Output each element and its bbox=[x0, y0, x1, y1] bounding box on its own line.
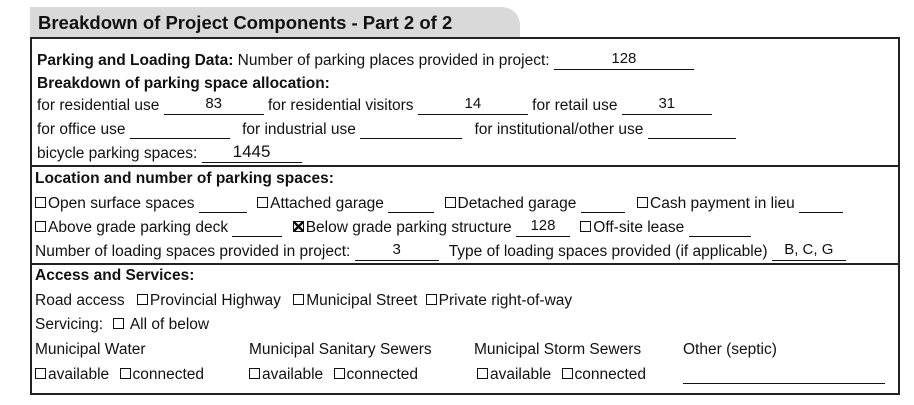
parking-total-value: 128 bbox=[611, 50, 637, 67]
sanitary-connected-checkbox[interactable] bbox=[334, 368, 345, 379]
residential-row bbox=[37, 97, 712, 115]
location-row-2 bbox=[35, 219, 751, 237]
storm-available-checkbox[interactable] bbox=[477, 368, 488, 379]
other-field-wrap bbox=[683, 366, 885, 384]
residential-label: for residential use bbox=[37, 97, 160, 114]
road-access-label: Road access bbox=[35, 292, 125, 309]
loading-count-field[interactable] bbox=[355, 241, 439, 261]
offsite-lease-checkbox[interactable] bbox=[580, 221, 591, 232]
location-heading: Location and number of parking spaces: bbox=[35, 170, 334, 187]
private-row-label: Private right-of-way bbox=[438, 292, 573, 309]
below-grade-field[interactable] bbox=[516, 217, 570, 237]
other-label: Other (septic) bbox=[683, 341, 777, 358]
private-row-checkbox[interactable] bbox=[426, 294, 437, 305]
sanitary-label: Municipal Sanitary Sewers bbox=[249, 341, 432, 358]
retail-label: for retail use bbox=[532, 97, 618, 114]
bicycle-value: 1445 bbox=[232, 142, 271, 161]
office-label: for office use bbox=[37, 121, 126, 138]
below-grade-value: 128 bbox=[530, 217, 556, 234]
bicycle-row bbox=[37, 142, 302, 163]
servicing-label: Servicing: bbox=[35, 316, 104, 333]
storm-connected-checkbox[interactable] bbox=[562, 368, 573, 379]
attached-garage-checkbox[interactable] bbox=[257, 197, 268, 208]
location-row-1 bbox=[35, 195, 843, 213]
water-available-label: available bbox=[48, 366, 110, 383]
office-field[interactable] bbox=[130, 122, 230, 139]
parking-label: Parking and Loading Data: bbox=[37, 52, 234, 69]
storm-connected-label: connected bbox=[574, 366, 647, 383]
below-grade-label: Below grade parking structure bbox=[305, 219, 512, 236]
retail-field[interactable] bbox=[622, 95, 712, 115]
sanitary-available-checkbox[interactable] bbox=[249, 368, 260, 379]
loading-row bbox=[35, 243, 846, 261]
institutional-field[interactable] bbox=[648, 122, 736, 139]
loading-count-label: Number of loading spaces provided in project: bbox=[35, 243, 351, 260]
access-heading: Access and Services: bbox=[35, 267, 195, 284]
detached-garage-label: Detached garage bbox=[457, 195, 577, 212]
offsite-lease-field[interactable] bbox=[689, 220, 751, 237]
loading-type-value: B, C, G bbox=[784, 241, 834, 258]
open-surface-field[interactable] bbox=[199, 196, 247, 213]
cash-in-lieu-label: Cash payment in lieu bbox=[650, 195, 795, 212]
residential-field[interactable] bbox=[164, 95, 264, 115]
below-grade-checkbox[interactable] bbox=[293, 221, 304, 232]
water-label: Municipal Water bbox=[35, 341, 146, 358]
offsite-lease-label: Off-site lease bbox=[593, 219, 685, 236]
visitors-field[interactable] bbox=[418, 95, 528, 115]
visitors-label: for residential visitors bbox=[267, 97, 414, 114]
water-available-checkbox[interactable] bbox=[35, 368, 46, 379]
office-row bbox=[37, 121, 736, 139]
other-septic-field[interactable] bbox=[683, 367, 885, 384]
loading-count-value: 3 bbox=[392, 241, 401, 258]
all-below-checkbox[interactable] bbox=[113, 318, 124, 329]
road-access-row bbox=[35, 292, 572, 310]
residential-value: 83 bbox=[205, 95, 222, 112]
parking-total-row bbox=[37, 52, 694, 70]
municipal-street-checkbox[interactable] bbox=[293, 294, 304, 305]
bicycle-field[interactable] bbox=[202, 142, 302, 163]
storm-available-label: available bbox=[490, 366, 552, 383]
open-surface-label: Open surface spaces bbox=[48, 195, 195, 212]
above-grade-checkbox[interactable] bbox=[35, 221, 46, 232]
bicycle-label: bicycle parking spaces: bbox=[37, 145, 198, 162]
loading-type-field[interactable] bbox=[772, 241, 846, 261]
parking-total-field[interactable] bbox=[554, 50, 694, 70]
provincial-highway-checkbox[interactable] bbox=[137, 294, 148, 305]
attached-garage-label: Attached garage bbox=[270, 195, 384, 212]
all-below-label: All of below bbox=[129, 316, 210, 333]
servicing-row bbox=[35, 316, 209, 334]
sanitary-connected-label: connected bbox=[346, 366, 419, 383]
storm-label: Municipal Storm Sewers bbox=[474, 341, 642, 358]
page-title: Breakdown of Project Components - Part 2 of 2 bbox=[38, 12, 453, 33]
section-divider bbox=[30, 165, 900, 167]
attached-garage-field[interactable] bbox=[388, 196, 434, 213]
loading-type-label: Type of loading spaces provided (if applicable) bbox=[448, 243, 768, 260]
water-connected-label: connected bbox=[132, 366, 205, 383]
sanitary-options bbox=[249, 366, 418, 384]
municipal-street-label: Municipal Street bbox=[306, 292, 418, 309]
retail-value: 31 bbox=[658, 95, 676, 112]
industrial-label: for industrial use bbox=[242, 121, 356, 138]
visitors-value: 14 bbox=[464, 95, 482, 112]
open-surface-checkbox[interactable] bbox=[35, 197, 46, 208]
parking-total-label: Number of parking places provided in project: bbox=[237, 52, 550, 69]
water-options bbox=[35, 366, 204, 384]
industrial-field[interactable] bbox=[360, 122, 462, 139]
cash-in-lieu-checkbox[interactable] bbox=[637, 197, 648, 208]
cash-in-lieu-field[interactable] bbox=[799, 196, 843, 213]
storm-options bbox=[477, 366, 646, 384]
detached-garage-field[interactable] bbox=[581, 196, 625, 213]
section-divider bbox=[30, 263, 900, 265]
breakdown-heading: Breakdown of parking space allocation: bbox=[37, 75, 330, 92]
provincial-highway-label: Provincial Highway bbox=[149, 292, 281, 309]
above-grade-label: Above grade parking deck bbox=[48, 219, 229, 236]
sanitary-available-label: available bbox=[262, 366, 324, 383]
water-connected-checkbox[interactable] bbox=[120, 368, 131, 379]
detached-garage-checkbox[interactable] bbox=[445, 197, 456, 208]
above-grade-field[interactable] bbox=[232, 220, 282, 237]
institutional-label: for institutional/other use bbox=[474, 121, 644, 138]
